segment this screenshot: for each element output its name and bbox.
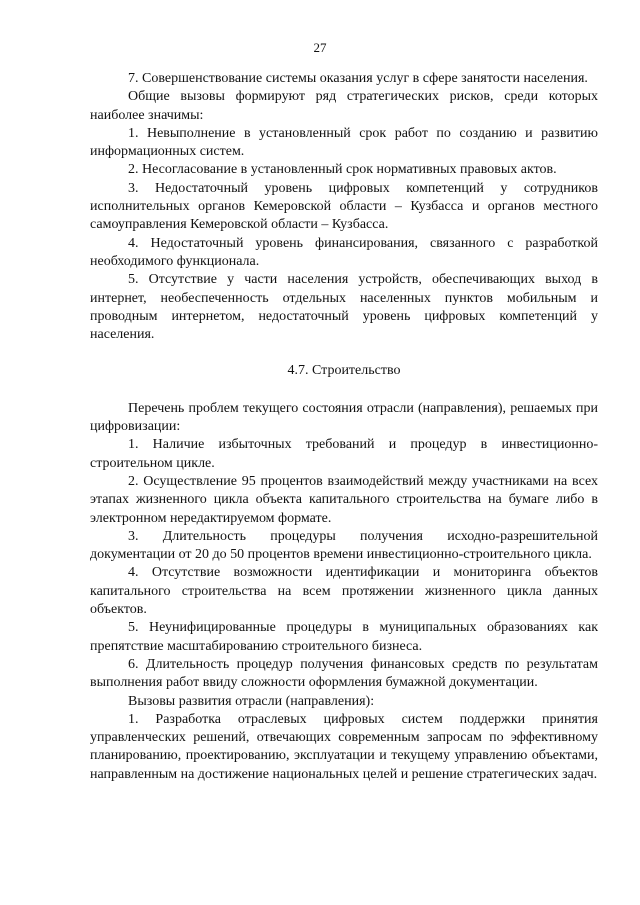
paragraph: 6. Длительность процедур получения финансовых средств по результатам выполнения работ ввиду сложности оформления бумажной документации.: [90, 656, 598, 691]
document-body: [90, 70, 598, 784]
paragraph: 4. Отсутствие возможности идентификации и мониторинга объектов капитального строительства на всем протяжении жизненного цикла данных объектов.: [90, 565, 598, 618]
section-heading: 4.7. Строительство: [287, 363, 401, 379]
paragraph: 2. Осуществление 95 процентов взаимодействий между участниками на всех этапах жизненного цикла объекта капитального строительства на бумаге либо в электронном нередактируемом формате.: [90, 473, 598, 526]
paragraph: Перечень проблем текущего состояния отрасли (направления), решаемых при цифровизации:: [90, 400, 598, 435]
paragraph: 5. Неунифицированные процедуры в муниципальных образованиях как препятствие масштабированию строительного бизнеса.: [90, 620, 598, 654]
paragraph: 3. Недостаточный уровень цифровых компетенций у сотрудников исполнительных органов Кемеровской области – Кузбасса и органов местного самоуправления Кемеровской области – Кузбасса.: [90, 180, 598, 233]
paragraph: 1. Невыполнение в установленный срок работ по созданию и развитию информационных систем.: [90, 125, 598, 160]
page-number: 27: [313, 40, 327, 55]
paragraph: Вызовы развития отрасли (направления):: [128, 693, 375, 709]
paragraph: 1. Наличие избыточных требований и процедур в инвестиционно-строительном цикле.: [90, 437, 598, 471]
paragraph: 1. Разработка отраслевых цифровых систем поддержки принятия управленческих решений, отвечающих современным запросам по эффективному планированию, проектированию, эксплуатации и текущему управлению объектами, направленным на достижение национальных целей и решение стратегических задач.: [90, 711, 598, 782]
paragraph: 7. Совершенствование системы оказания услуг в сфере занятости населения.: [128, 71, 588, 86]
paragraph: 4. Недостаточный уровень финансирования, связанного с разработкой необходимого функционала.: [90, 235, 598, 269]
paragraph: 3. Длительность процедуры получения исходно-разрешительной документации от 20 до 50 процентов времени инвестиционно-строительного цикла.: [90, 528, 598, 563]
paragraph: 5. Отсутствие у части населения устройств, обеспечивающих выход в интернет, необеспеченность отдельных населенных пунктов мобильным и проводным интернетом, недостаточный уровень цифровых компетенций у населения.: [90, 272, 598, 343]
paragraph: Общие вызовы формируют ряд стратегических рисков, среди которых наиболее значимы:: [90, 89, 598, 123]
paragraph: 2. Несогласование в установленный срок нормативных правовых актов.: [128, 162, 557, 178]
